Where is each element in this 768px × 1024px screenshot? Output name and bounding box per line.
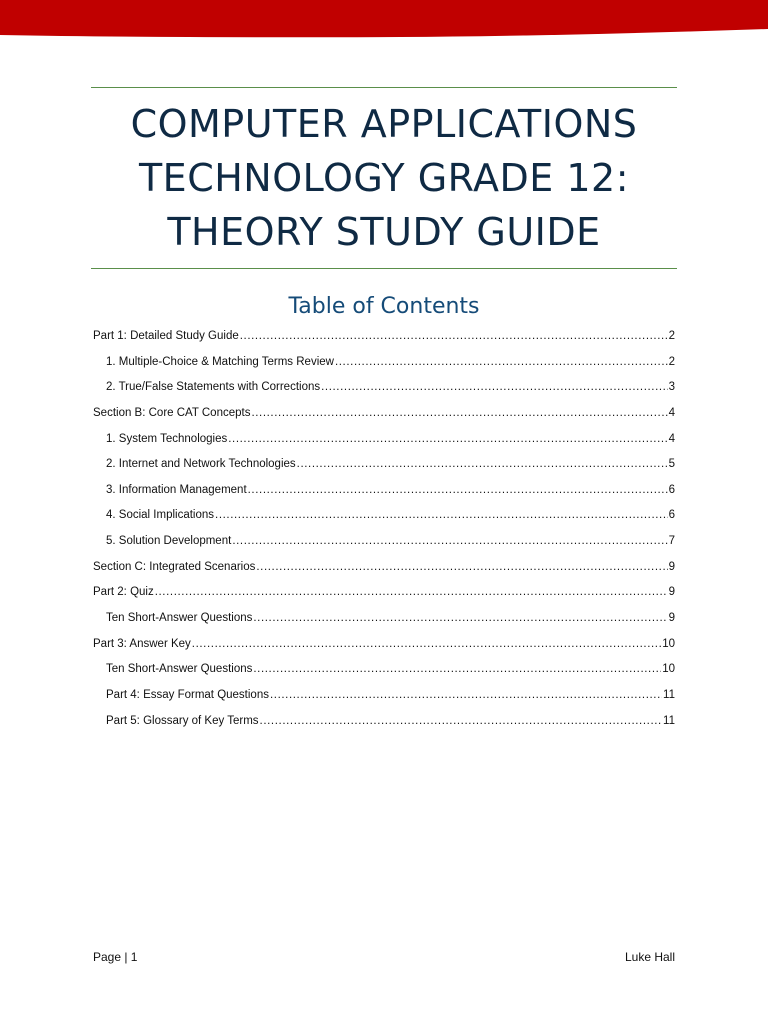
toc-heading: Table of Contents: [288, 294, 480, 319]
top-banner: [0, 0, 768, 40]
toc-entry-text: 5. Solution Development: [106, 535, 232, 548]
footer-page-number: Page | 1: [93, 950, 138, 964]
toc-dot-leader: [260, 709, 663, 735]
toc-entry-page: 4: [668, 432, 675, 445]
toc-entry-page: 2: [668, 330, 675, 342]
toc-entry-text: 1. Multiple-Choice & Matching Terms Review: [106, 355, 334, 368]
toc-dot-leader: [335, 350, 668, 376]
toc-entry[interactable]: [93, 324, 675, 350]
toc-dot-leader: [232, 529, 667, 555]
page-footer: [93, 948, 675, 966]
toc-entry[interactable]: [93, 375, 675, 401]
toc-entry-text: Ten Short-Answer Questions: [106, 663, 253, 676]
toc-entry-text: 3. Information Management: [106, 483, 247, 496]
toc-entry-text: 2. Internet and Network Technologies: [106, 458, 296, 471]
toc-dot-leader: [251, 401, 667, 427]
title-line-3: THEORY STUDY GUIDE: [167, 210, 601, 254]
toc-entry-text: Part 2: Quiz: [93, 586, 154, 599]
toc-dot-leader: [215, 503, 668, 529]
toc-entry-page: 11: [663, 688, 675, 701]
toc-entry[interactable]: [93, 452, 675, 478]
toc-entry-text: 1. System Technologies: [106, 432, 228, 445]
toc-entry[interactable]: [93, 606, 675, 632]
toc-entry[interactable]: [93, 683, 675, 709]
toc-entry-text: Ten Short-Answer Questions: [106, 612, 253, 625]
toc-entry-page: 6: [668, 509, 675, 522]
toc-entry-text: Part 5: Glossary of Key Terms: [106, 714, 259, 727]
toc-entry-text: 4. Social Implications: [106, 509, 215, 522]
toc-dot-leader: [248, 478, 668, 504]
toc-entry-page: 6: [668, 483, 675, 496]
toc-entry-page: 9: [668, 560, 675, 573]
toc-dot-leader: [270, 683, 662, 709]
toc-dot-leader: [297, 452, 668, 478]
toc-entry-text: 2. True/False Statements with Corrections: [106, 381, 321, 394]
toc-entry-text: Part 4: Essay Format Questions: [106, 688, 269, 701]
toc-entry-text: Part 1: Detailed Study Guide: [93, 330, 239, 342]
toc-entry-page: 3: [668, 381, 675, 394]
title-line-2: TECHNOLOGY GRADE 12:: [138, 156, 630, 200]
toc-entry[interactable]: [93, 555, 675, 581]
document-title: [131, 97, 638, 259]
toc-dot-leader: [321, 375, 667, 401]
toc-dot-leader: [253, 657, 661, 683]
toc-entry[interactable]: [93, 478, 675, 504]
toc-entry[interactable]: [93, 709, 675, 735]
toc-entry-page: 11: [663, 714, 675, 727]
footer-author: Luke Hall: [624, 950, 675, 964]
toc-entry[interactable]: [93, 350, 675, 376]
toc-entry[interactable]: [93, 580, 675, 606]
toc-entry-page: 4: [668, 406, 675, 419]
toc-dot-leader: [228, 427, 667, 453]
table-of-contents: [93, 324, 675, 734]
toc-entry[interactable]: [93, 529, 675, 555]
toc-entry[interactable]: [93, 657, 675, 683]
toc-entry-page: 5: [668, 458, 675, 471]
toc-dot-leader: [256, 555, 667, 581]
toc-entry-page: 7: [668, 535, 675, 548]
toc-entry[interactable]: [93, 427, 675, 453]
title-line-1: COMPUTER APPLICATIONS: [130, 102, 638, 146]
toc-entry-page: 2: [668, 355, 675, 368]
toc-entry-page: 9: [668, 586, 675, 599]
toc-dot-leader: [253, 606, 667, 632]
toc-entry[interactable]: [93, 503, 675, 529]
toc-entry-page: 10: [662, 637, 675, 650]
toc-entry-page: 9: [668, 612, 675, 625]
title-block: [91, 87, 677, 269]
toc-dot-leader: [240, 324, 668, 350]
toc-entry-text: Part 3: Answer Key: [93, 637, 191, 650]
toc-entry-text: Section C: Integrated Scenarios: [93, 560, 256, 573]
toc-entry-text: Section B: Core CAT Concepts: [93, 406, 251, 419]
toc-dot-leader: [155, 580, 668, 606]
toc-entry-page: 10: [662, 663, 675, 676]
toc-entry[interactable]: [93, 401, 675, 427]
toc-dot-leader: [192, 632, 661, 658]
toc-entry[interactable]: [93, 632, 675, 658]
